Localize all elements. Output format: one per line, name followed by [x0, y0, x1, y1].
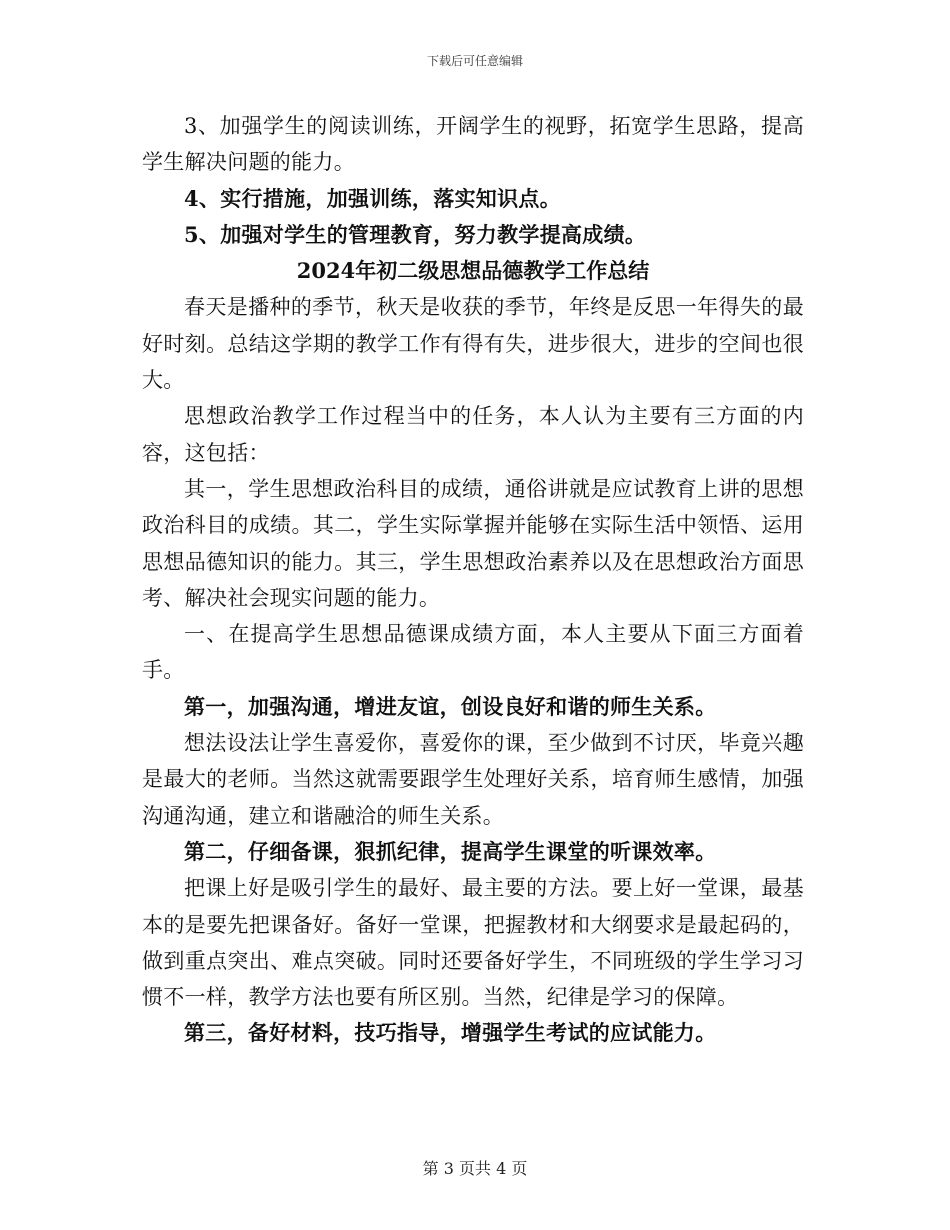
paragraph-intro: 春天是播种的季节，秋天是收获的季节，年终是反思一年得失的最好时刻。总结这学期的教学工作有得有失，进步很大，进步的空间也很大。 [142, 295, 804, 393]
paragraph-reading-training: 3、加强学生的阅读训练，开阔学生的视野，拓宽学生思路，提高学生解决问题的能力。 [142, 114, 804, 175]
paragraph-tasks: 思想政治教学工作过程当中的任务，本人认为主要有三方面的内容，这包括： [142, 404, 804, 465]
heading-second: 第二，仔细备课，狠抓纪律，提高学生课堂的听课效率。 [184, 838, 717, 864]
paragraph-management: 5、加强对学生的管理教育，努力教学提高成绩。 [184, 221, 647, 247]
document-body [142, 108, 804, 1052]
heading-third: 第三，备好材料，技巧指导，增强学生考试的应试能力。 [184, 1020, 717, 1046]
paragraph-second-detail: 把课上好是吸引学生的最好、最主要的方法。要上好一堂课，最基本的是要先把课备好。备好一堂课，把握教材和大纲要求是最起码的，做到重点突出、难点突破。同时还要备好学生，不同班级的学生学习习惯不一样，教学方法也要有所区别。当然，纪律是学习的保障。 [142, 876, 804, 1010]
paragraph-three-aspects: 其一，学生思想政治科目的成绩，通俗讲就是应试教育上讲的思想政治科目的成绩。其二，学生实际掌握并能够在实际生活中领悟、运用思想品德知识的能力。其三，学生思想政治素养以及在思想政治方面思考、解决社会现实问题的能力。 [142, 476, 804, 610]
heading-first: 第一，加强沟通，增进友谊，创设良好和谐的师生关系。 [184, 693, 717, 719]
page-footer: 第 3 页共 4 页 [422, 1159, 528, 1178]
paragraph-measures: 4、实行措施，加强训练，落实知识点。 [184, 185, 562, 211]
paragraph-first-detail: 想法设法让学生喜爱你，喜爱你的课，至少做到不讨厌，毕竟兴趣是最大的老师。当然这就需要跟学生处理好关系，培育师生感情，加强沟通沟通，建立和谐融洽的师生关系。 [142, 731, 804, 828]
page-header: 下载后可任意编辑 [426, 54, 523, 68]
section-title: 2024年初二级思想品德教学工作总结 [296, 258, 650, 284]
paragraph-section-one: 一、在提高学生思想品德课成绩方面，本人主要从下面三方面着手。 [142, 622, 804, 683]
